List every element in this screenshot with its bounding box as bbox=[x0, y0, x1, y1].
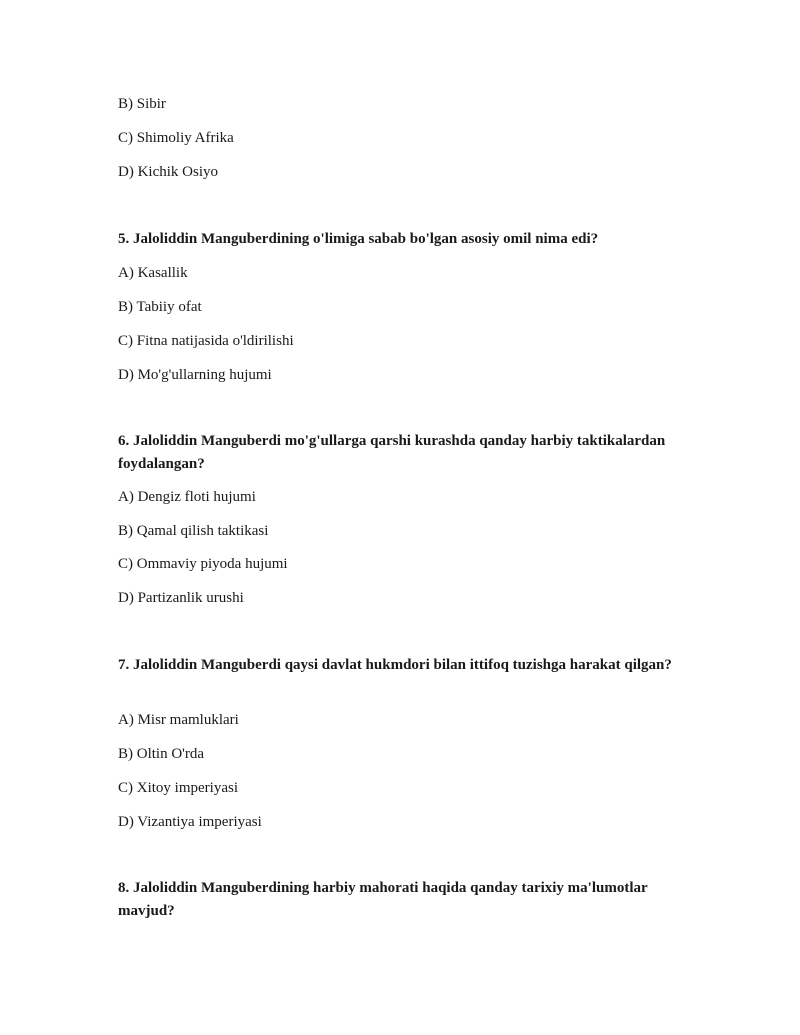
q7-option-a: A) Misr mamluklari bbox=[118, 712, 239, 728]
question-5: 5. Jaloliddin Manguberdining o'limiga sabab bo'lgan asosiy omil nima edi? bbox=[118, 231, 599, 247]
q5-option-a: A) Kasallik bbox=[118, 265, 188, 281]
q6-option-c: C) Ommaviy piyoda hujumi bbox=[118, 556, 288, 572]
q5-option-b: B) Tabiiy ofat bbox=[118, 299, 202, 315]
q5-option-d: D) Mo'g'ullarning hujumi bbox=[118, 367, 272, 383]
q5-option-c: C) Fitna natijasida o'ldirilishi bbox=[118, 333, 294, 349]
q7-option-b: B) Oltin O'rda bbox=[118, 746, 205, 762]
q6-option-d: D) Partizanlik urushi bbox=[118, 590, 244, 606]
option-prev-d: D) Kichik Osiyo bbox=[118, 164, 218, 180]
q7-option-c: C) Xitoy imperiyasi bbox=[118, 780, 238, 796]
q6-option-b: B) Qamal qilish taktikasi bbox=[118, 523, 269, 539]
question-7: 7. Jaloliddin Manguberdi qaysi davlat hukmdori bilan ittifoq tuzishga harakat qilgan? bbox=[118, 657, 672, 673]
option-prev-b: B) Sibir bbox=[118, 96, 166, 112]
q7-option-d: D) Vizantiya imperiyasi bbox=[118, 814, 262, 830]
q6-option-a: A) Dengiz floti hujumi bbox=[118, 489, 256, 505]
option-prev-c: C) Shimoliy Afrika bbox=[118, 130, 234, 146]
question-6: 6. Jaloliddin Manguberdi mo'g'ullarga qarshi kurashda qanday harbiy taktikalardan foydalangan? bbox=[118, 433, 666, 472]
question-8: 8. Jaloliddin Manguberdining harbiy mahorati haqida qanday tarixiy ma'lumotlar mavjud? bbox=[118, 880, 648, 919]
